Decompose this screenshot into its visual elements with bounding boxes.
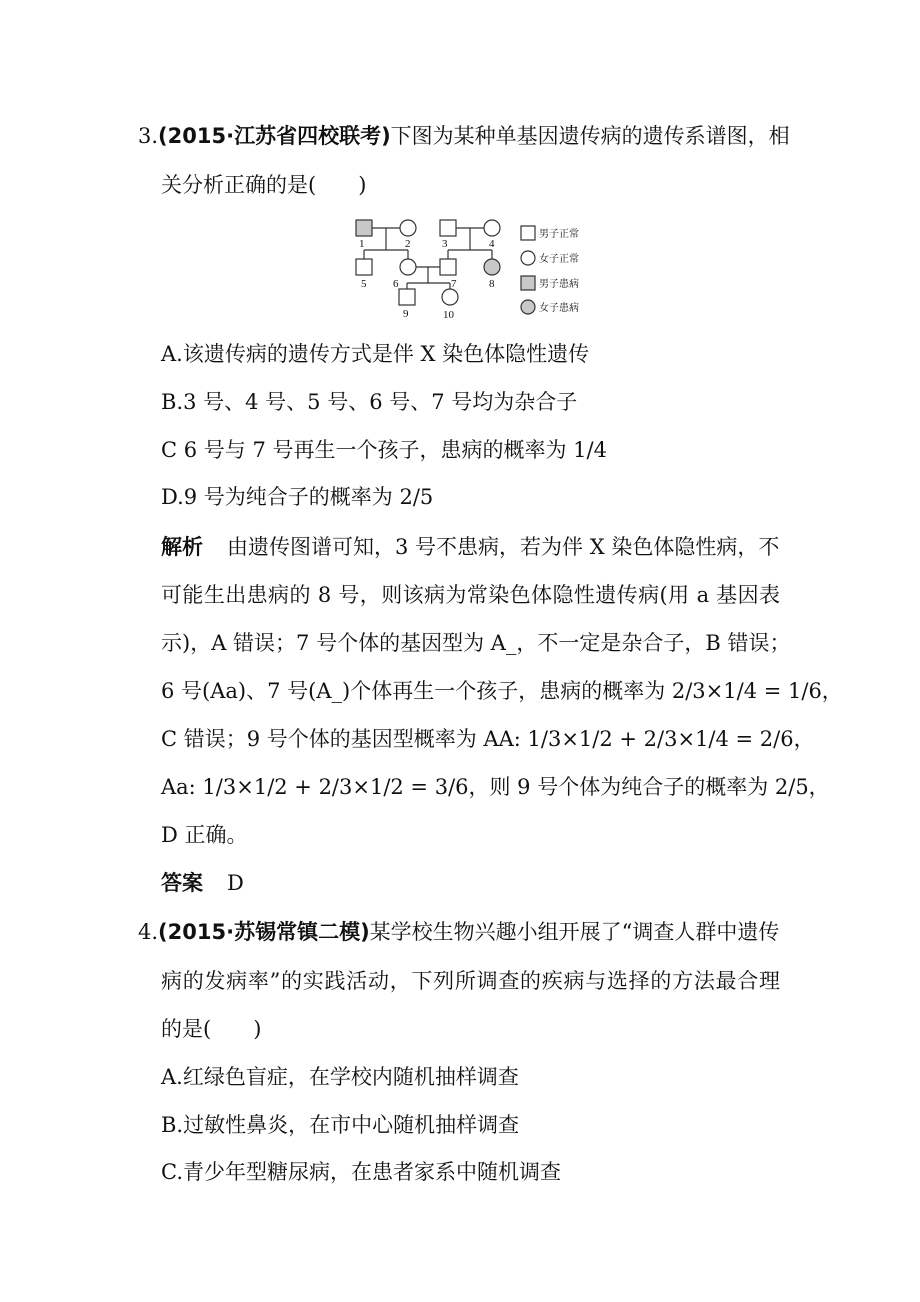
legend-female-normal-symbol xyxy=(521,251,535,265)
pedigree-individual-4 xyxy=(484,220,500,236)
q3-analysis-line7: D 正确。 xyxy=(161,823,248,847)
q4-option-b: B.过敏性鼻炎，在市中心随机抽样调查 xyxy=(161,1113,520,1137)
pedigree-label-6: 6 xyxy=(393,278,399,290)
q4-stem-line3: 的是( ) xyxy=(161,1017,262,1041)
q3-source: (2015·江苏省四校联考) xyxy=(158,124,391,148)
q3-analysis-line4: 6 号(Aa)、7 号(A_)个体再生一个孩子，患病的概率为 2/3×1/4 = 1/6， xyxy=(161,679,843,703)
pedigree-label-2: 2 xyxy=(405,238,411,250)
pedigree-individual-3 xyxy=(440,220,456,236)
analysis-text-1: 由遗传图谱可知，3 号不患病，若为伴 X 染色体隐性病，不 xyxy=(227,535,780,559)
pedigree-individual-1 xyxy=(356,220,372,236)
q3-option-d: D.9 号为纯合子的概率为 2/5 xyxy=(161,485,434,509)
legend-female-normal: 女子正常 xyxy=(539,254,579,265)
pedigree-label-1: 1 xyxy=(359,238,365,250)
q3-number: 3. xyxy=(138,124,159,148)
q3-stem-text: 下图为某种单基因遗传病的遗传系谱图，相 xyxy=(390,124,790,148)
q3-option-a: A.该遗传病的遗传方式是伴 X 染色体隐性遗传 xyxy=(161,342,590,366)
q3-analysis-line5: C 错误；9 号个体的基因型概率为 AA: 1/3×1/2 + 2/3×1/4 = 2/6， xyxy=(161,727,815,751)
legend-female-affected: 女子患病 xyxy=(539,303,579,314)
q3-stem-line1 xyxy=(138,121,790,151)
pedigree-individual-2 xyxy=(400,220,416,236)
q3-answer xyxy=(161,868,244,898)
pedigree-chart xyxy=(340,213,600,323)
pedigree-label-4: 4 xyxy=(489,238,495,250)
q4-stem-line2: 病的发病率”的实践活动，下列所调查的疾病与选择的方法最合理 xyxy=(161,969,780,993)
pedigree-individual-5 xyxy=(356,259,372,275)
pedigree-individual-8 xyxy=(484,259,500,275)
legend-male-affected: 男子患病 xyxy=(539,279,579,290)
analysis-label: 解析 xyxy=(161,535,203,559)
q4-option-c: C.青少年型糖尿病，在患者家系中随机调查 xyxy=(161,1160,561,1184)
q4-stem-line1 xyxy=(138,917,779,947)
q4-number: 4. xyxy=(138,920,159,944)
q3-analysis-line2: 可能生出患病的 8 号，则该病为常染色体隐性遗传病(用 a 基因表 xyxy=(161,583,780,607)
q3-option-b: B.3 号、4 号、5 号、6 号、7 号均为杂合子 xyxy=(161,390,578,414)
pedigree-label-3: 3 xyxy=(442,238,448,250)
legend-male-affected-symbol xyxy=(521,276,535,290)
q4-option-a: A.红绿色盲症，在学校内随机抽样调查 xyxy=(161,1065,519,1089)
q4-stem-text: 某学校生物兴趣小组开展了“调查人群中遗传 xyxy=(369,920,780,944)
legend-male-normal-symbol xyxy=(521,226,535,240)
q3-analysis-line3: 示)，A 错误；7 号个体的基因型为 A_，不一定是杂合子，B 错误； xyxy=(161,631,791,655)
pedigree-label-9: 9 xyxy=(403,308,409,320)
answer-value: D xyxy=(227,871,244,895)
q3-stem-line2: 关分析正确的是( ) xyxy=(161,173,367,197)
pedigree-individual-9 xyxy=(399,289,415,305)
pedigree-individual-7 xyxy=(440,259,456,275)
legend-female-affected-symbol xyxy=(521,300,535,314)
pedigree-individual-6 xyxy=(400,259,416,275)
pedigree-label-7: 7 xyxy=(451,278,457,290)
legend-male-normal: 男子正常 xyxy=(539,229,579,240)
q3-option-c: C 6 号与 7 号再生一个孩子，患病的概率为 1/4 xyxy=(161,438,607,462)
pedigree-individual-10 xyxy=(442,289,458,305)
pedigree-label-10: 10 xyxy=(443,309,454,321)
q3-analysis-line6: Aa: 1/3×1/2 + 2/3×1/2 = 3/6，则 9 号个体为纯合子的概率为 2/5， xyxy=(161,775,830,799)
q3-analysis-line1 xyxy=(161,532,779,562)
answer-label: 答案 xyxy=(161,871,203,895)
pedigree-label-8: 8 xyxy=(489,278,495,290)
q4-source: (2015·苏锡常镇二模) xyxy=(158,920,370,944)
pedigree-label-5: 5 xyxy=(361,278,367,290)
